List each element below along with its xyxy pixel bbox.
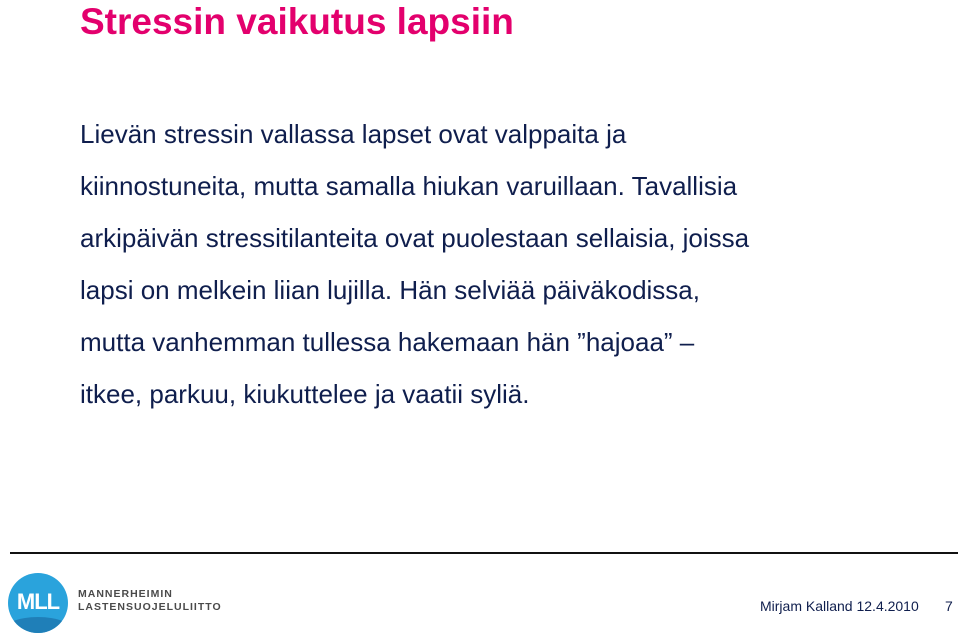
logo-line-2: LASTENSUOJELULIITTO: [78, 601, 222, 613]
body-line-4: lapsi on melkein liian lujilla. Hän selviää päiväkodissa,: [80, 275, 700, 305]
mll-logo: [8, 571, 222, 635]
body-line-2: kiinnostuneita, mutta samalla hiukan varuillaan. Tavallisia: [80, 171, 738, 201]
body-line-6: itkee, parkuu, kiukuttelee ja vaatii syliä.: [80, 379, 530, 409]
body-line-3: arkipäivän stressitilanteita ovat puolestaan sellaisia, joissa: [80, 223, 750, 253]
body-line-5: mutta vanhemman tullessa hakemaan hän ”hajoaa” –: [80, 327, 695, 357]
page-number: 7: [945, 598, 953, 614]
logo-wave: [8, 617, 68, 633]
footer-author-date: Mirjam Kalland 12.4.2010: [760, 598, 919, 614]
slide-body: [80, 108, 950, 420]
mll-logo-icon: [8, 573, 68, 633]
logo-wordmark: [78, 588, 222, 614]
slide-title: Stressin vaikutus lapsiin: [80, 1, 514, 42]
logo-line-1: MANNERHEIMIN: [78, 588, 173, 600]
body-line-1: Lievän stressin vallassa lapset ovat valppaita ja: [80, 119, 627, 149]
logo-mark: MLL: [16, 589, 60, 614]
footer-divider: [10, 552, 958, 554]
